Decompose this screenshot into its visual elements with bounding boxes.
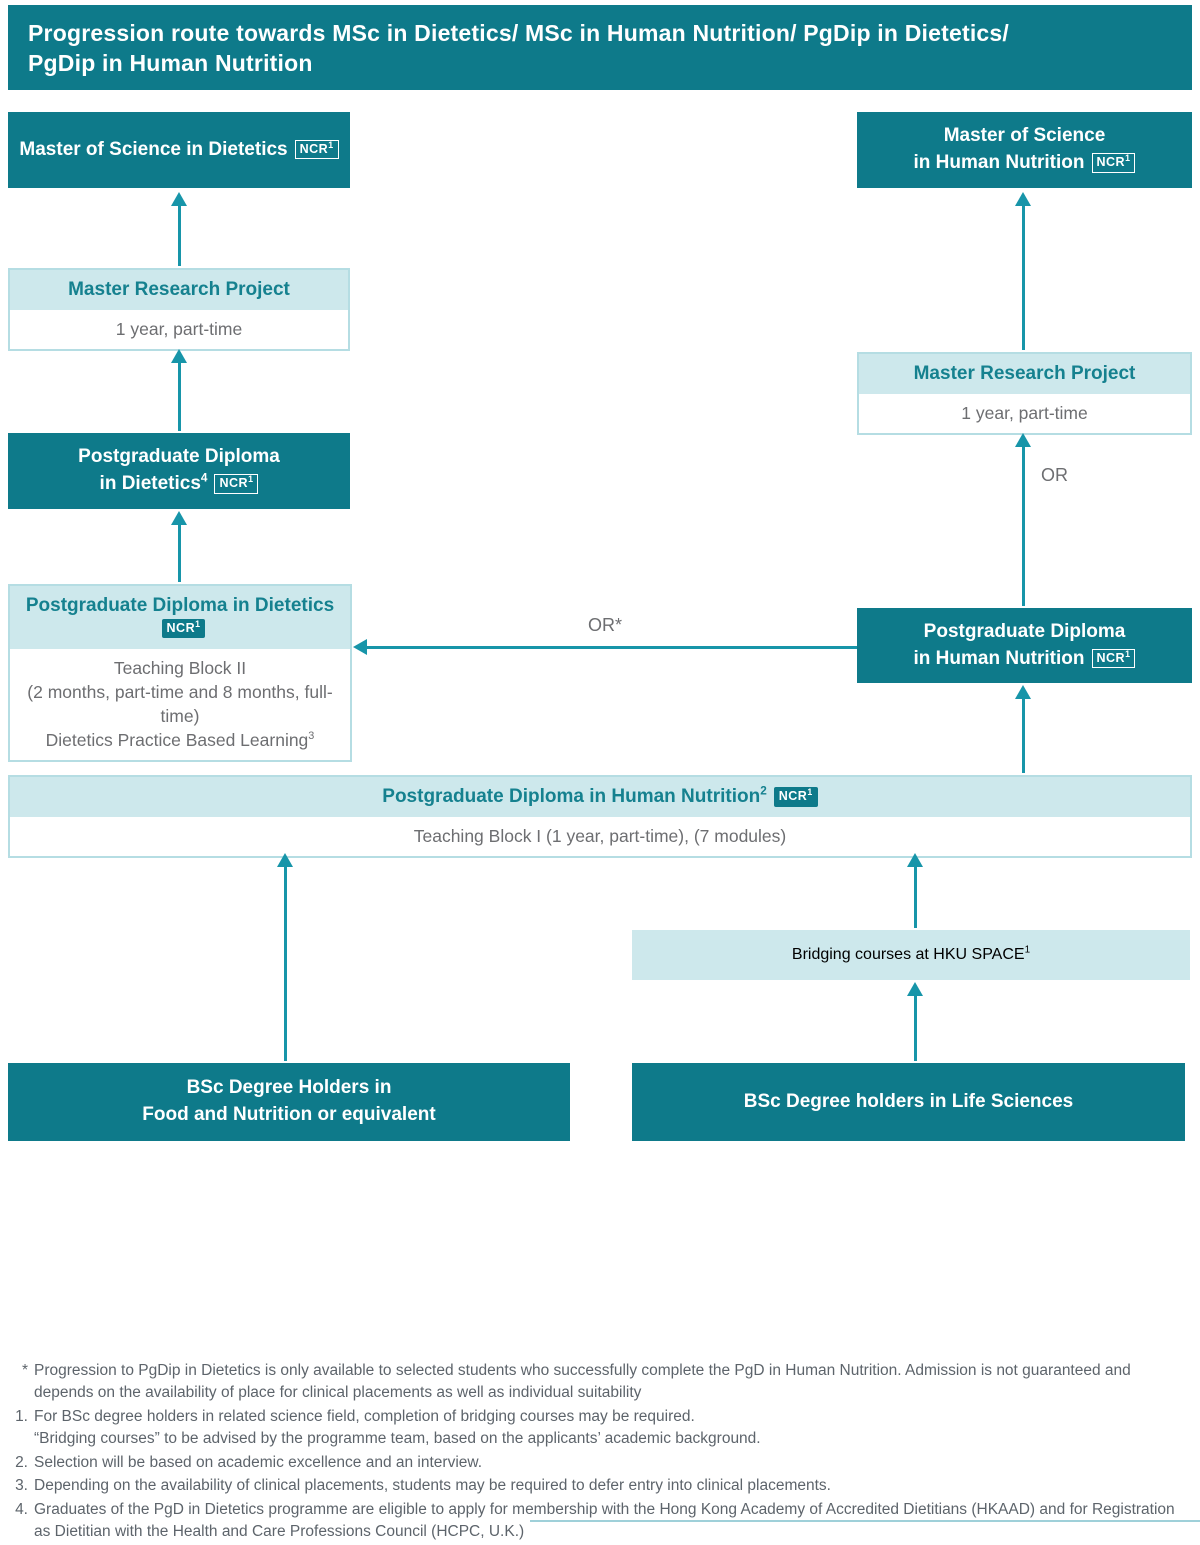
box-bsc-life-sciences: BSc Degree holders in Life Sciences [632,1063,1185,1141]
box-msc-human-nutrition: Master of Science in Human Nutrition NCR$^1$ [857,112,1192,188]
box-title: Master Research Project [859,354,1190,394]
box-title: Master Research Project [10,270,348,310]
box-body: 1 year, part-time [10,310,348,349]
box-title: Postgraduate Diploma in Human Nutrition$^2$ NCR$^1$ [10,777,1190,817]
box-pgdip-dietetics-light [8,584,352,762]
arrow-pgdiphn-to-pgdipdietetics [353,639,857,655]
footnote-marker: 1. [15,1407,28,1425]
footnote-text: Progression to PgDip in Dietetics is only available to selected students who successfully complete the PgD in Human Nutrition. Admission is not guaranteed and depends on the availability of place for clinical placements as well as individual suitability [34,1362,1131,1402]
arrow-pgdiplight-to-pgdip4 [171,511,187,582]
ncr-badge: NCR$^1$ [214,474,258,494]
arrow-bsclife-to-bridging [907,982,923,1061]
box-title: Postgraduate Diploma in DieteticsNCR$^1$ [10,586,350,649]
box-bsc-food-nutrition: BSc Degree Holders in Food and Nutrition or equivalent [8,1063,570,1141]
footnote [10,1452,1192,1474]
footnote-marker: 3. [15,1477,28,1495]
or-star-label: OR* [587,615,622,635]
box-master-research-project-left [8,268,350,351]
footnote-text: Selection will be based on academic excellence and an interview. [34,1453,483,1471]
footnote-text: Graduates of the PgD in Dietetics programme are eligible to apply for membership with the Hong Kong Academy of Accredited Dietitians (HKAAD) and for Registration as Dietitian with the Health and Care Professions Council (HCPC, U.K.) [34,1500,1175,1541]
box-bridging-courses: Bridging courses at HKU SPACE$^1$ [632,930,1190,980]
ncr-badge: NCR$^1$ [1092,649,1136,669]
arrow-bscfood-to-wide [277,853,293,1061]
page-title: Progression route towards MSc in Dietetics/ MSc in Human Nutrition/ PgDip in Dietetics/ PgDip in Human Nutrition [28,20,1009,77]
box-body: Teaching Block I (1 year, part-time), (7 modules) [10,817,1190,856]
box-body: Teaching Block II (2 months, part-time and 8 months, full-time) Dietetics Practice Based Learning$^3$ [10,649,350,761]
footnote [10,1475,1192,1497]
ncr-badge: NCR$^1$ [162,619,206,639]
box-msc-dietetics: Master of Science in Dietetics NCR$^1$ [8,112,350,188]
title-bar [8,5,1192,90]
box-master-research-project-right [857,352,1192,435]
footnote [10,1360,1192,1405]
ncr-badge: NCR$^1$ [1092,153,1136,173]
box-pgdip-human-nutrition-dark: Postgraduate Diploma in Human Nutrition NCR$^1$ [857,608,1192,683]
ncr-badge: NCR$^1$ [774,787,818,807]
footnote-marker: * [21,1362,28,1379]
ncr-badge: NCR$^1$ [295,140,339,160]
arrow-pgdip4-to-mrp [171,349,187,431]
bottom-rule [530,1520,1200,1522]
footnote-text: Depending on the availability of clinical placements, students may be required to defer entry into clinical placements. [34,1477,831,1495]
footnote-marker: 4. [15,1500,28,1518]
arrow-bridging-to-wide [907,853,923,928]
box-body: 1 year, part-time [859,394,1190,433]
arrow-mrp-to-msc-hn [1015,192,1031,350]
box-pgdip-dietetics-dark: Postgraduate Diploma in Dietetics$^4$ NCR$^1$ [8,433,350,509]
arrow-wide-to-pgdiphn [1015,685,1031,773]
box-pgdip-human-nutrition-wide [8,775,1192,858]
footnote [10,1406,1192,1451]
footnote-marker: 2. [15,1453,28,1471]
footnotes [10,1360,1192,1545]
arrow-pgdiphn-to-mrp [1015,433,1031,606]
or-label-vertical: OR [1041,465,1068,485]
footnote-text: For BSc degree holders in related science field, completion of bridging courses may be required. “Bridging courses” to be advised by the programme team, based on the applicants’ academic background. [34,1407,761,1448]
arrow-mrp-to-msc-dietetics [171,192,187,266]
